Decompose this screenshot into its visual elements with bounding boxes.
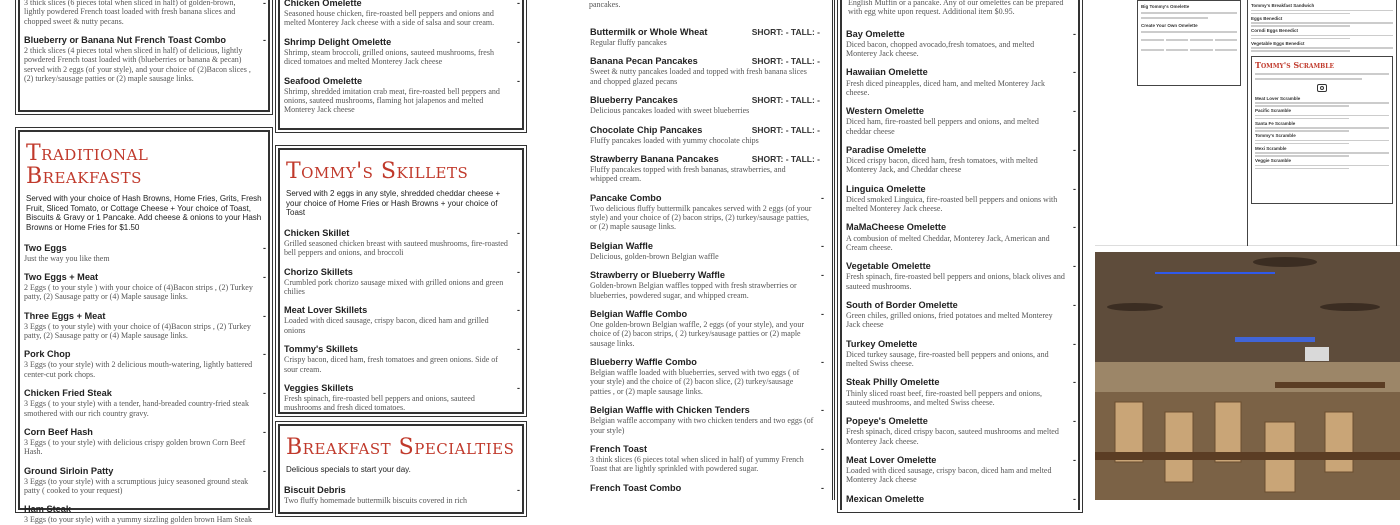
item-list (20, 243, 268, 525)
item-price: - (1073, 299, 1076, 310)
menu-item (20, 272, 268, 302)
section-title: Tommy's Skillets (286, 159, 469, 184)
item-name: Seafood Omelette (284, 75, 363, 86)
item-description: Just the way you like them (24, 253, 110, 263)
item-price: - (1073, 183, 1076, 194)
menu-item (20, 504, 268, 524)
menu-item (20, 0, 268, 26)
item-size-prices: SHORT: - TALL: - (751, 124, 820, 135)
item-price: - (821, 443, 824, 454)
thumb-item-name: Meat Lover Scramble (1255, 95, 1301, 101)
menu-item (586, 270, 826, 300)
thumb-item-name: Veggie Scramble (1255, 158, 1292, 163)
photo-illustration (1095, 252, 1400, 500)
item-price: - (517, 344, 520, 355)
item-name: South of Border Omelette (846, 299, 958, 310)
thumb-text-line (1255, 73, 1389, 75)
section-intro: Served with 2 eggs in any style, shredded cheddar cheese + your choice of Home Fries or Hash Browns + your choice of Toast (286, 189, 501, 218)
thumb-text-line (1255, 140, 1389, 142)
item-price: - (821, 357, 824, 368)
item-name: Pancake Combo (590, 192, 662, 203)
menu-item (280, 383, 522, 413)
thumb-section-title: Tommy's Scramble (1255, 59, 1335, 70)
item-name: Chicken Fried Steak (24, 388, 112, 399)
item-description: Delicious, golden-brown Belgian waffle (590, 251, 719, 261)
item-description: Grilled seasoned chicken breast with sauteed mushrooms, fire-roasted bell peppers and onions, and broccoli (284, 238, 508, 258)
menu-item (586, 357, 826, 396)
thumb-text-line (1255, 168, 1349, 170)
thumb-text-line (1251, 25, 1350, 27)
menu-item (280, 0, 522, 28)
menu-item (842, 339, 1078, 369)
item-name: Blueberry or Banana Nut French Toast Combo (24, 35, 226, 46)
thumb-text-line (1255, 143, 1349, 145)
item-name: Mexican Omelette (846, 493, 925, 504)
thumb-grid (1141, 36, 1237, 54)
item-name: Turkey Omelette (846, 338, 918, 349)
menu-item (586, 154, 826, 184)
menu-item (586, 405, 826, 435)
item-description: Green chiles, grilled onions, fried potatoes and melted Monterey Jack cheese (846, 311, 1053, 330)
item-price: - (263, 310, 266, 321)
item-price: - (1073, 144, 1076, 155)
item-price: - (517, 266, 520, 277)
item-price: - (1073, 377, 1076, 388)
item-price: - (1073, 416, 1076, 427)
item-description: Loaded with diced sausage, crispy bacon, diced ham and grilled onions (284, 316, 489, 335)
menu-column-4 (838, 0, 1083, 504)
thumb-text-line (1255, 155, 1349, 157)
item-price: - (517, 0, 520, 8)
item-price: - (263, 35, 266, 46)
item-size-prices: SHORT: - TALL: - (751, 95, 820, 106)
item-description: Regular fluffy pancakes (590, 38, 667, 48)
menu-item (842, 300, 1078, 330)
item-list (842, 17, 1078, 505)
thumb-list (1255, 96, 1389, 170)
thumb-item-name: Eggs Benedict (1251, 15, 1283, 21)
thumb-item-name: Corndi Eggs Benedict (1251, 28, 1299, 33)
item-description: Fresh diced pineapples, diced ham, and melted Monterey Jack cheese. (846, 78, 1046, 97)
menu-item (842, 494, 1078, 505)
item-name: Belgian Waffle with Chicken Tenders (590, 405, 750, 416)
item-price: - (263, 271, 266, 282)
thumb-text-line (1251, 38, 1350, 40)
item-price: - (517, 305, 520, 316)
menu-item (842, 377, 1078, 407)
item-name: Meat Lover Skillets (284, 305, 368, 316)
item-name: Steak Philly Omelette (846, 377, 940, 388)
item-description: 2 Eggs ( to your style ) with your choice of (4)Bacon strips , (2) Turkey patty, (2) Sausage patty or (4) Maple sausage links. (24, 282, 253, 302)
menu-item (842, 184, 1078, 214)
item-description: Seasoned house chicken, fire-roasted bell peppers and onions and melted Monterey Jack cheese with a side of salsa and sour cream. (284, 9, 495, 28)
menu-item (20, 388, 268, 418)
thumb-item-name: Santa Fe Scramble (1255, 120, 1296, 126)
item-description: 3 Eggs (to your style) with a yummy sizzling golden brown Ham Steak (24, 515, 252, 525)
menu-item (586, 444, 826, 474)
item-description: Fluffy pancakes loaded with yummy chocolate chips (590, 135, 759, 145)
section-intro: Delicious specials to start your day. (286, 465, 411, 475)
thumb-item-name: Tommy's Breakfast Sandwich (1251, 3, 1315, 8)
item-price: - (821, 308, 824, 319)
thumb-text-line (1255, 165, 1389, 167)
section-title: Breakfast Specialties (286, 435, 515, 460)
thumb-text-line (1166, 49, 1189, 51)
item-name: Popeye's Omelette (846, 416, 928, 427)
item-description: Diced bacon, chopped avocado,fresh tomatoes, and melted Monterey Jack cheese. (846, 39, 1035, 59)
section-intro: Served with your choice of Hash Browns, Home Fries, Grits, Fresh Fruit, Sliced Tomato, or Cottage Cheese + Your choice of Toast, Biscuits & Gravy or 1 Pancake. Add cheese & onions to your Hash Browns or Home Fries for $1.50 (26, 194, 262, 232)
item-description: A combusion of melted Cheddar, Monterey Jack, American and Cream cheese. (846, 233, 1050, 252)
menu-item (842, 145, 1078, 175)
menu-item (586, 309, 826, 348)
column-divider (832, 0, 835, 500)
thumb-text-line (1251, 47, 1393, 49)
thumb-text-line (1255, 102, 1389, 104)
item-description: 3 Eggs ( to your style) with a tender, hand-breaded country-fried steak smothered with our rich country gravy. (24, 399, 249, 418)
item-description: Diced smoked Linguica, fire-roasted bell peppers and onions with melted Monterey Jack cheese. (846, 194, 1058, 214)
menu-item (586, 27, 826, 47)
item-price: - (1073, 106, 1076, 117)
item-price: - (263, 242, 266, 253)
thumb-text-line (1190, 49, 1213, 51)
item-name: Two Eggs (24, 242, 67, 253)
item-name: Belgian Waffle (590, 240, 653, 251)
item-description: Fresh spinach, diced crispy bacon, sauteed mushrooms and melted Monterey Jack cheese. (846, 427, 1059, 446)
item-name: Paradise Omelette (846, 144, 927, 155)
item-price: - (1073, 67, 1076, 78)
item-size-prices: SHORT: - TALL: - (751, 153, 820, 164)
item-name: Shrimp Delight Omelette (284, 36, 392, 47)
menu-item (280, 228, 522, 258)
thumb-text-line (1215, 49, 1238, 51)
top-text: English Muffin or a pancake. Any of our omelettes can be prepared with egg white upon request. Additional item $0.95. (848, 0, 1064, 17)
thumb-text-line (1251, 13, 1350, 15)
item-name: Meat Lover Omelette (846, 454, 937, 465)
menu-item (842, 455, 1078, 485)
thumb-item-name: Vegetable Eggs Benedict (1251, 40, 1305, 46)
menu-column-3 (584, 0, 834, 500)
item-name: Tommy's Skillets (284, 344, 359, 355)
item-name: Strawberry or Blueberry Waffle (590, 270, 725, 281)
item-name: Linguica Omelette (846, 183, 926, 194)
menu-item (586, 483, 826, 494)
menu-item (20, 349, 268, 379)
item-name: Veggies Skillets (284, 382, 354, 393)
thumb-item-name: Tommy's Scramble (1255, 133, 1296, 138)
thumb-item-name: Mexi Scramble (1255, 145, 1287, 151)
item-price: - (1073, 261, 1076, 272)
thumb-text-line (1141, 17, 1208, 19)
item-price: - (263, 465, 266, 476)
item-price: - (517, 484, 520, 495)
menu-item (842, 261, 1078, 291)
item-name: Blueberry Waffle Combo (590, 357, 697, 368)
item-description: Shrimp, steam broccoli, grilled onions, sauteed mushrooms, fresh diced tomatoes and melted Monterey Jack cheese (284, 47, 494, 67)
menu-item (280, 344, 522, 374)
item-description: 3 Eggs ( to your style) with delicious crispy golden brown Corn Beef Hash. (24, 437, 246, 457)
omelette-box (840, 0, 1080, 510)
item-price: - (263, 0, 266, 8)
specialties-box (278, 424, 524, 514)
thumb-text-line (1255, 127, 1389, 129)
item-price: - (263, 388, 266, 399)
section-title: Traditional Breakfasts (26, 141, 149, 190)
item-name: Chicken Skillet (284, 227, 350, 238)
camera-icon (1317, 84, 1327, 92)
item-price: - (517, 227, 520, 238)
item-name: Hawaiian Omelette (846, 67, 928, 78)
item-name: Strawberry Banana Pancakes (590, 153, 719, 164)
thumb-text-line (1215, 39, 1238, 41)
item-description: 3 think slices (6 pieces total when sliced in half) of yummy French Toast that are lightly sprinkled with powdered sugar. (590, 454, 804, 474)
menu-item (20, 35, 268, 83)
menu-item (20, 311, 268, 341)
item-name: French Toast Combo (590, 482, 682, 493)
item-description: Golden-brown Belgian waffles topped with fresh strawberries or blueberries, powdered sugar, and whipped cream. (590, 281, 797, 300)
menu-item (842, 416, 1078, 446)
item-name: French Toast (590, 443, 648, 454)
item-description: Shrimp, shredded imitation crab meat, fire-roasted bell peppers and onions, sauteed mushrooms, flaming hot jalapenos and melted Monterey Jack cheese (284, 86, 500, 115)
omelettes-box (278, 0, 524, 130)
thumb-text-line (1166, 39, 1189, 41)
menu-item (20, 427, 268, 457)
item-description: Thinly sliced roast beef, fire-roasted bell peppers and onions, sauteed mushrooms, and melted Swiss cheese. (846, 388, 1042, 407)
item-list (280, 228, 522, 413)
item-price: - (821, 240, 824, 251)
item-description: Belgian waffle loaded with blueberries, served with two eggs ( of your style) and the choice of (2) bacon slice, (2) turkey/sausage patties , or (2) maple sausage links. (590, 368, 800, 396)
item-name: Three Eggs + Meat (24, 310, 106, 321)
item-name: Belgian Waffle Combo (590, 308, 688, 319)
thumb-item-name: Pacific Scramble (1255, 108, 1292, 113)
item-name: Biscuit Debris (284, 484, 346, 495)
item-price: - (1073, 28, 1076, 39)
thumb-text-line (1251, 35, 1393, 37)
menu-item (586, 56, 826, 86)
item-name: Corn Beef Hash (24, 426, 93, 437)
item-description: Sweet & nutty pancakes loaded and topped with fresh banana slices and chopped glazed pecans (590, 67, 807, 86)
menu-item (586, 125, 826, 145)
thumb-right-panel (1247, 0, 1397, 246)
menu-item (280, 37, 522, 67)
thumb-scramble-box (1251, 56, 1393, 204)
menu-item (842, 222, 1078, 252)
thumb-text-line (1141, 49, 1164, 51)
item-price: - (517, 36, 520, 47)
item-list (280, 0, 522, 115)
restaurant-interior-photo[interactable] (1095, 252, 1400, 500)
item-name: Chicken Omelette (284, 0, 362, 8)
thumb-text-line (1141, 39, 1164, 41)
item-name: Buttermilk or Whole Wheat (590, 27, 708, 37)
item-description: Two delicious fluffy buttermilk pancakes served with 2 eggs (of your style) and your choice of (2) bacon strips, (2) turkey/sausage patties, or (2) maple sausage links. (590, 203, 812, 232)
menu-item (280, 267, 522, 297)
item-price: - (263, 426, 266, 437)
thumb-text-line (1255, 105, 1349, 107)
item-description: 2 thick slices (4 pieces total when sliced in half) of delicious, lightly powdered French toast loaded with (blueberries or banana & pecan) served with 2 eggs (of your style), and your choice of (2)Bacon slices , (2) turkey/sausage patties or (2) maple sausage links. (24, 46, 251, 84)
skillets-box (278, 148, 524, 414)
thumb-title: Create Your Own Omelette (1141, 23, 1198, 28)
menu-item (842, 67, 1078, 97)
item-list (586, 27, 826, 503)
thumb-text-line (1255, 130, 1349, 132)
thumb-title: Big Tommy's Omelette (1141, 4, 1190, 9)
item-description: Crumbled pork chorizo sausage mixed with grilled onions and green chilies (284, 277, 504, 297)
item-description: Belgian waffle accompany with two chicken tenders and two eggs (of your style) (590, 416, 814, 435)
item-price: - (1073, 454, 1076, 465)
thumb-text-line (1190, 39, 1213, 41)
item-name: Ham Steak (24, 504, 71, 515)
item-description: Diced turkey sausage, fire-roasted bell peppers and onions, and melted Swiss cheese. (846, 349, 1049, 369)
top-text: pancakes. (589, 0, 621, 9)
thumb-text-line (1255, 115, 1389, 117)
item-description: Loaded with diced sausage, crispy bacon, diced ham and melted Monterey Jack cheese (846, 466, 1052, 485)
item-description: Crispy bacon, diced ham, fresh tomatoes and green onions. Side of sour cream. (284, 355, 498, 374)
thumb-text-line (1141, 12, 1237, 14)
item-name: Bay Omelette (846, 28, 905, 39)
menu-item (586, 95, 826, 115)
item-price: - (517, 382, 520, 393)
menu-item (280, 76, 522, 115)
item-price: - (1073, 222, 1076, 233)
item-description: Diced ham, fire-roasted bell peppers and onions, and melted cheddar cheese (846, 117, 1039, 136)
item-price: - (821, 270, 824, 281)
item-name: Blueberry Pancakes (590, 95, 678, 106)
item-price: - (517, 75, 520, 86)
menu-item (586, 241, 826, 261)
thumb-text-line (1251, 10, 1393, 12)
item-name: Two Eggs + Meat (24, 271, 99, 282)
french-toast-box (18, 0, 270, 112)
item-description: 3 Eggs ( to your style) with your choice of (4)Bacon strips , (2) Turkey patty, (2) Sausage patty or (4) Maple sausage links. (24, 321, 251, 341)
item-size-prices: SHORT: - TALL: - (751, 27, 820, 37)
thumb-text-line (1251, 22, 1393, 24)
thumb-text-line (1255, 152, 1389, 154)
item-price: - (1073, 493, 1076, 504)
thumb-text-line (1251, 50, 1350, 52)
item-name: Vegetable Omelette (846, 261, 931, 272)
item-description: Two fluffy homemade buttermilk biscuits covered in rich (284, 495, 468, 505)
item-price: - (263, 504, 266, 515)
thumb-list (1251, 3, 1393, 52)
item-description: Fluffy pancakes topped with fresh bananas, strawberries, and whipped cream. (590, 164, 786, 184)
menu-item (842, 29, 1078, 59)
item-name: Pork Chop (24, 349, 71, 360)
item-description: 3 Eggs (to your style) with 2 delicious mouth-watering, lightly battered center-cut pork chops. (24, 360, 253, 379)
menu-item (586, 193, 826, 232)
traditional-breakfasts-box (18, 130, 270, 525)
item-size-prices: SHORT: - TALL: - (751, 56, 820, 67)
item-name: Chocolate Chip Pancakes (590, 124, 703, 135)
item-list (280, 485, 522, 505)
item-price: - (1073, 338, 1076, 349)
item-name: Ground Sirloin Patty (24, 465, 114, 476)
item-price: - (821, 192, 824, 203)
thumb-left-panel (1137, 0, 1241, 86)
item-name: Chorizo Skillets (284, 266, 353, 277)
menu-item (20, 243, 268, 263)
menu-column-1 (0, 0, 280, 525)
item-name: MaMaCheese Omelette (846, 222, 947, 233)
thumb-text-line (1141, 31, 1237, 33)
menu-item (842, 106, 1078, 136)
menu-item (280, 305, 522, 335)
item-description: Fresh spinach, fire-roasted bell peppers and onions, black olives and sauteed mushrooms. (846, 272, 1065, 291)
item-name: Western Omelette (846, 106, 924, 117)
thumb-text-line (1255, 118, 1349, 120)
item-description: 3 Eggs (to your style) with a scrumptious juicy seasoned ground steak patty ( cooked to your request) (24, 476, 249, 496)
item-description: One golden-brown Belgian waffle, 2 eggs (of your style), and your choice of (2) bacon strips, ( 2) turkey/sausage patties or (2) maple sausage links. (590, 319, 805, 348)
item-name: Banana Pecan Pancakes (590, 56, 698, 67)
item-description: Delicious pancakes loaded with sweet blueberries (590, 106, 750, 116)
item-price: - (821, 482, 824, 493)
item-price: - (263, 349, 266, 360)
menu-item (280, 485, 522, 505)
item-price: - (821, 405, 824, 416)
menu-column-2 (276, 0, 526, 505)
menu-thumbnail[interactable] (1095, 0, 1400, 246)
menu-item (20, 466, 268, 496)
item-description: 3 thick slices (6 pieces total when sliced in half) of golden-brown, lightly powdered French toast loaded with fresh banana slices and chopped sweet & nutty pecans. (24, 0, 236, 26)
item-description: Fresh spinach, fire-roasted bell peppers and onions, sauteed mushrooms and fresh diced tomatoes. (284, 393, 475, 413)
item-description: Diced crispy bacon, diced ham, fresh tomatoes, with melted Monterey Jack, and Cheddar cheese (846, 156, 1038, 175)
thumb-text-line (1255, 78, 1362, 80)
